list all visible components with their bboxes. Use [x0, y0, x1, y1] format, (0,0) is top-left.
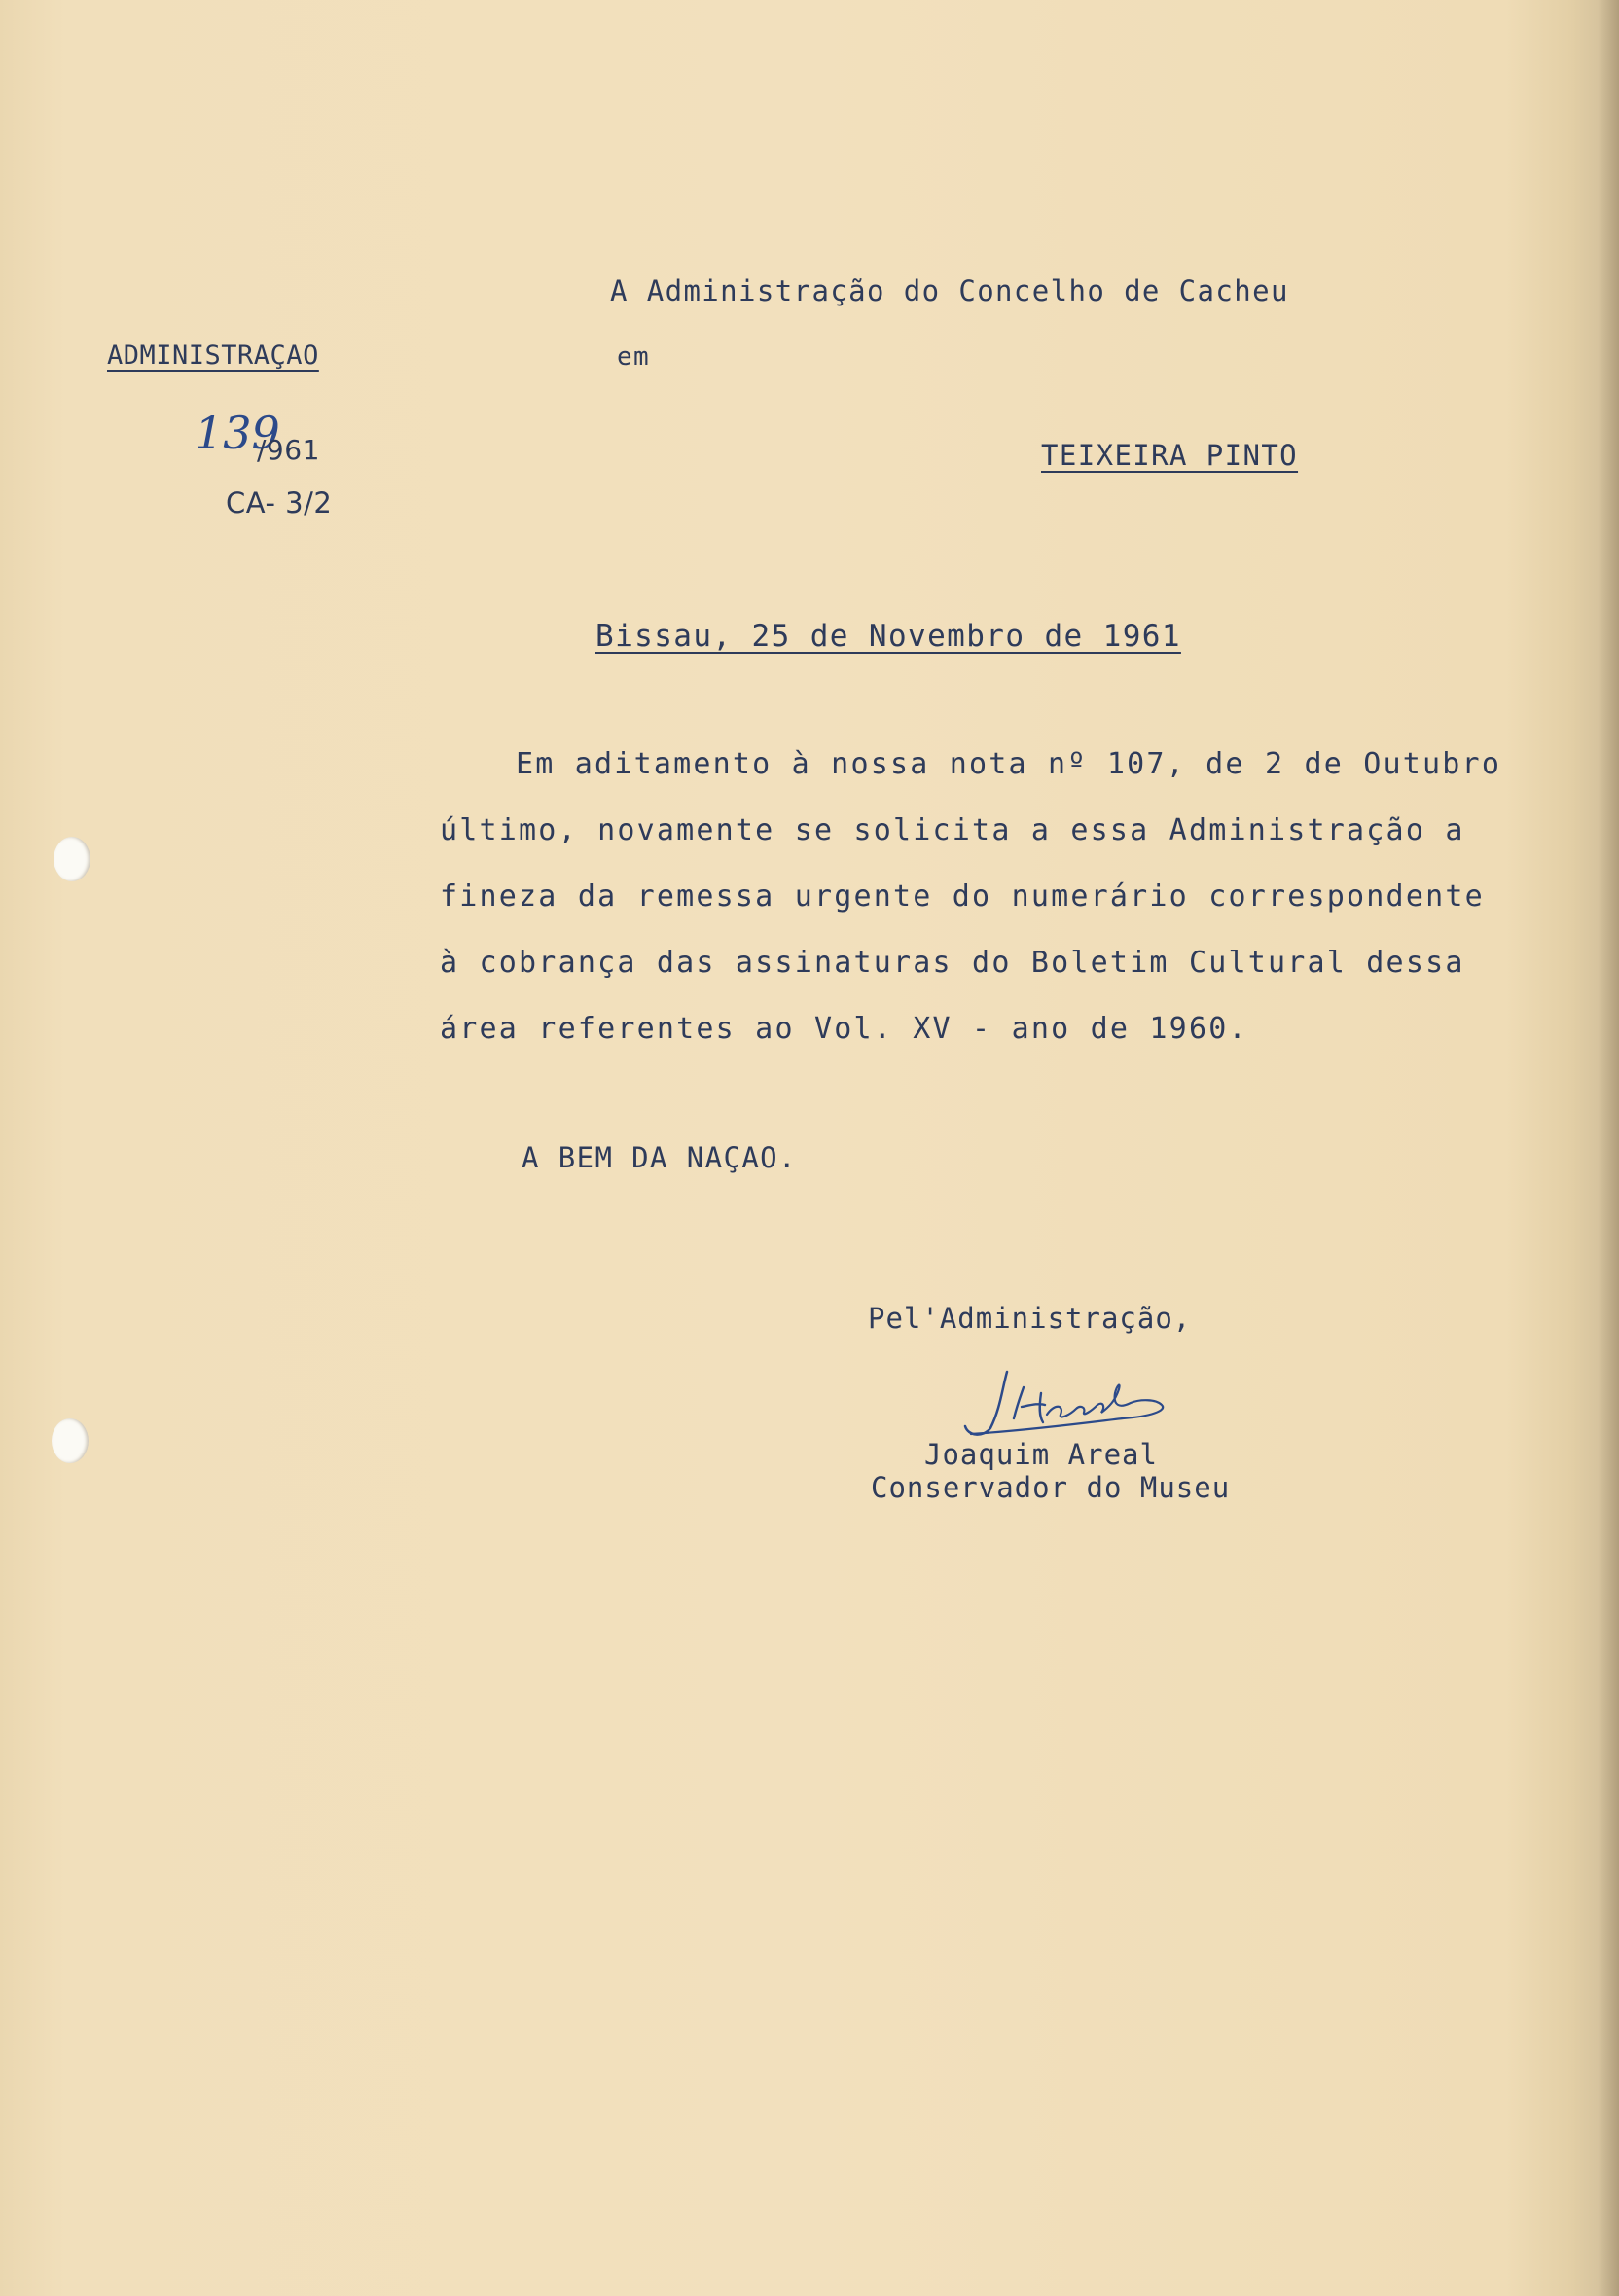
recipient-place: TEIXEIRA PINTO	[1041, 439, 1299, 472]
body-line-3: fineza da remessa urgente do numerário correspondente	[440, 879, 1485, 914]
reference-year: /961	[257, 434, 320, 466]
reference-number-handwritten: 139	[195, 407, 280, 459]
signature-intro: Pel'Administração,	[868, 1302, 1192, 1335]
body-line-5: área referentes ao Vol. XV - ano de 1960.	[440, 1012, 1248, 1046]
body-line-4: à cobrança das assinaturas do Boletim Cultural dessa	[440, 946, 1465, 980]
recipient-line: A Administração do Concelho de Cacheu	[610, 274, 1289, 307]
signatory-name: Joaquim Areal	[924, 1438, 1158, 1471]
punch-hole-bottom	[52, 1418, 89, 1463]
punch-hole-top	[54, 837, 90, 881]
date-line: Bissau, 25 de Novembro de 1961	[595, 619, 1181, 654]
body-line-1: Em aditamento à nossa nota nº 107, de 2 de Outubro	[516, 747, 1502, 781]
signatory-title: Conservador do Museu	[871, 1471, 1231, 1504]
reference-code: CA- 3/2	[226, 486, 333, 520]
handwritten-signature	[924, 1360, 1216, 1448]
page-edge-shadow	[1598, 0, 1619, 2296]
closing-salutation: A BEM DA NAÇAO.	[522, 1141, 797, 1174]
sender-department: ADMINISTRAÇAO	[107, 341, 319, 371]
recipient-em: em	[617, 342, 651, 372]
body-line-2: último, novamente se solicita a essa Administração a	[440, 813, 1465, 847]
